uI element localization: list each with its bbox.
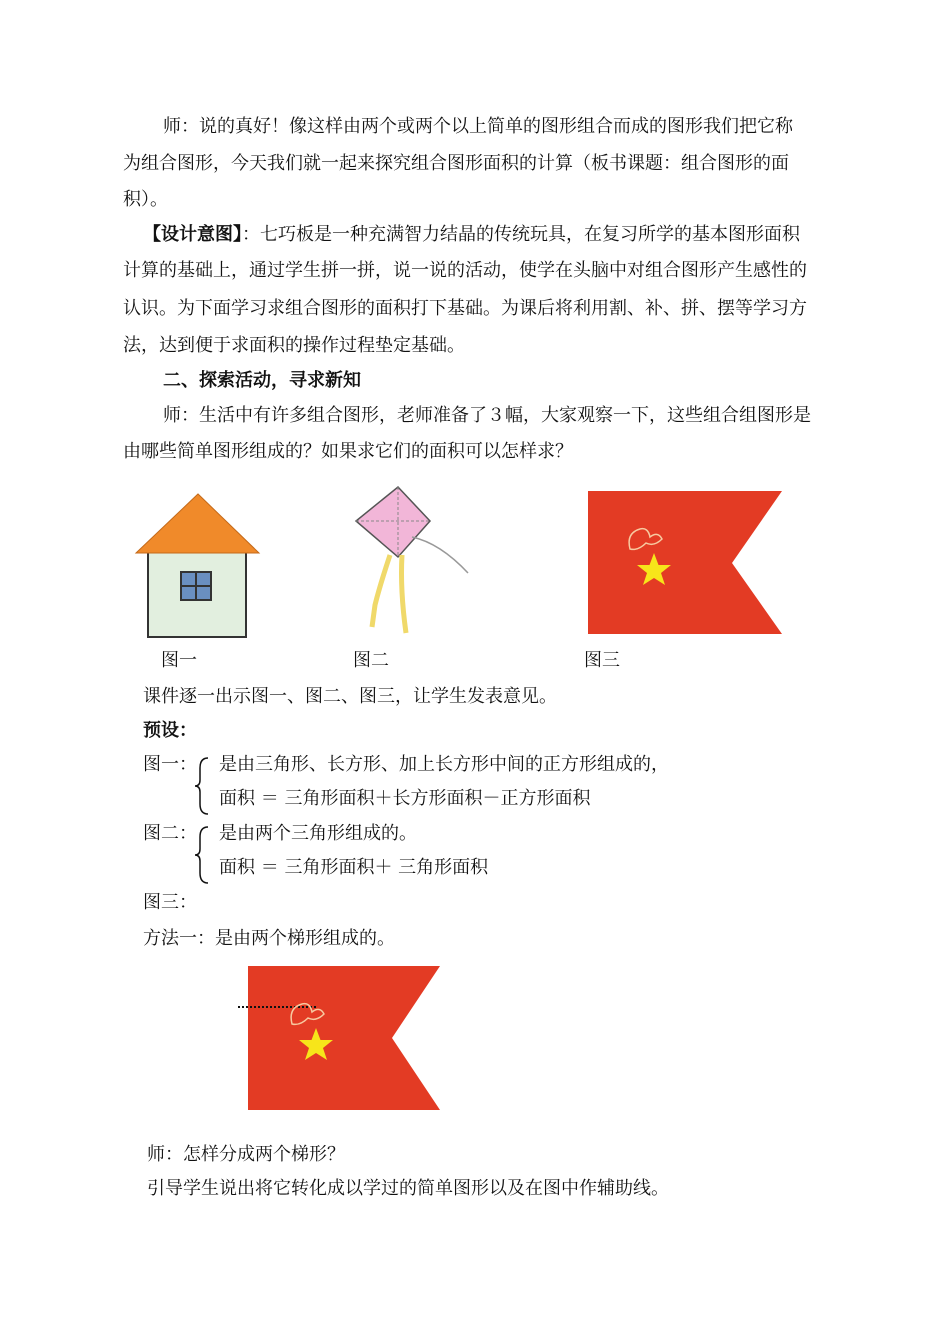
caption-figure-1: 图一 <box>161 650 197 671</box>
caption-figure-2: 图二 <box>353 650 389 671</box>
kite-figure <box>350 485 475 635</box>
section-line-1: 师：生活中有许多组合图形，老师准备了３幅，大家观察一下，这些组合组图形是 <box>163 405 811 426</box>
brace-icon <box>194 825 210 885</box>
section-line-2: 由哪些简单图形组成的？如果求它们的面积可以怎样求？ <box>123 441 573 462</box>
design-intent-line-3: 认识。为下面学习求组合图形的面积打下基础。为课后将利用割、补、拼、摆等学习方 <box>123 298 807 319</box>
preset-fig2-label: 图二： <box>143 823 197 844</box>
method-one-text: 方法一：是由两个梯形组成的。 <box>143 928 395 949</box>
closing-line-2: 引导学生说出将它转化成以学过的简单图形以及在图中作辅助线。 <box>147 1178 669 1199</box>
house-window <box>181 572 211 600</box>
section-heading: 二、探索活动，寻求新知 <box>163 370 361 391</box>
intro-line-2: 为组合图形，今天我们就一起来探究组合图形面积的计算（板书课题：组合图形的面 <box>123 153 789 174</box>
flag-with-aux-line-figure <box>236 966 442 1112</box>
design-intent-line-2: 计算的基础上，通过学生拼一拼，说一说的活动，使学在头脑中对组合图形产生感性的 <box>123 260 807 281</box>
preset-fig2-line-2: 面积 ＝ 三角形面积＋ 三角形面积 <box>219 857 489 878</box>
brace-icon <box>194 756 210 816</box>
preset-fig1-label: 图一： <box>143 754 197 775</box>
intro-line-3: 积）。 <box>123 189 168 210</box>
design-intent-line-4: 法，达到便于求面积的操作过程垫定基础。 <box>123 335 465 356</box>
preset-fig1-line-1: 是由三角形、长方形、加上长方形中间的正方形组成的， <box>219 754 669 775</box>
flag-body <box>588 491 782 634</box>
kite-string <box>412 537 468 573</box>
preset-fig1-line-2: 面积 ＝ 三角形面积＋长方形面积－正方形面积 <box>219 788 591 809</box>
design-intent-text: ：七巧板是一种充满智力结晶的传统玩具，在复习所学的基本图形面积 <box>242 224 800 245</box>
house-figure <box>134 492 262 640</box>
design-intent-line-1 <box>143 222 800 248</box>
kite-tail-right <box>402 555 407 633</box>
after-figures-text: 课件逐一出示图一、图二、图三，让学生发表意见。 <box>143 686 557 707</box>
closing-line-1: 师：怎样分成两个梯形？ <box>147 1144 345 1165</box>
kite-tail-left <box>372 555 390 627</box>
kite-body <box>356 487 430 557</box>
intro-line-1: 师：说的真好！像这样由两个或两个以上简单的图形组合而成的图形我们把它称 <box>163 116 793 137</box>
house-roof <box>136 494 259 553</box>
preset-fig2-line-1: 是由两个三角形组成的。 <box>219 823 417 844</box>
design-intent-label: 【设计意图】 <box>143 224 242 245</box>
flag-body <box>248 966 440 1110</box>
caption-figure-3: 图三 <box>584 650 620 671</box>
preset-label: 预设： <box>143 720 197 741</box>
flag-figure <box>588 491 784 635</box>
preset-fig3-label: 图三： <box>143 892 197 913</box>
